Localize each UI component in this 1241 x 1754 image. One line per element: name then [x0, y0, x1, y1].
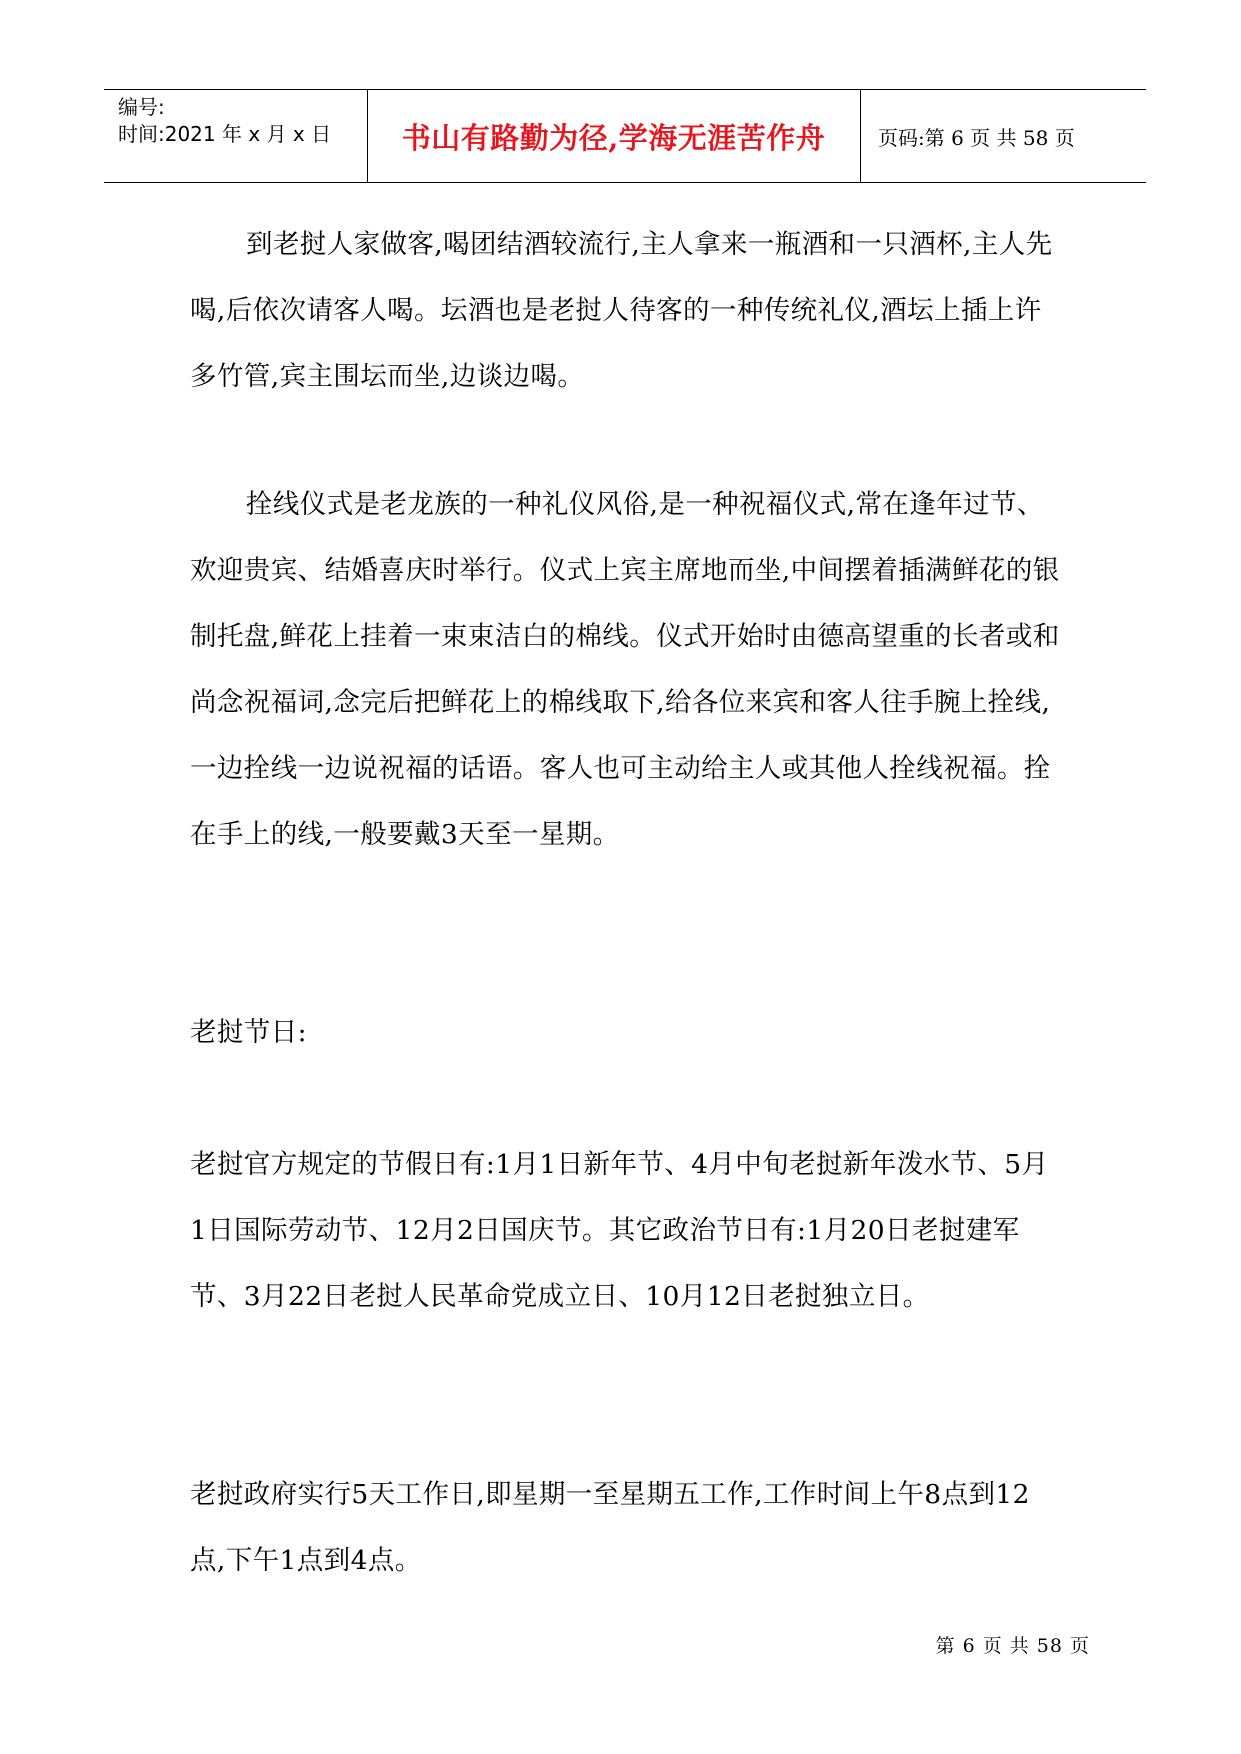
- header-page-number: 页码:第 6 页 共 58 页: [878, 125, 1075, 150]
- paragraph-text: 老挝政府实行5天工作日,即星期一至星期五工作,工作时间上午8点到12点,下午1点到4点。: [190, 1479, 1030, 1576]
- page-footer-number: 第 6 页 共 58 页: [935, 1635, 1090, 1657]
- paragraph-working-days: [190, 1462, 1060, 1594]
- paragraph-text: 老挝节日:: [190, 1017, 307, 1048]
- header-motto: 书山有路勤为径,学海无涯苦作舟: [401, 120, 826, 155]
- page-header: [104, 89, 1146, 183]
- serial-number-label: 编号:: [118, 95, 165, 119]
- paragraph-text: 拴线仪式是老龙族的一种礼仪风俗,是一种祝福仪式,常在逢年过节、欢迎贵宾、结婚喜庆时举行。仪式上宾主席地而坐,中间摆着插满鲜花的银制托盘,鲜花上挂着一束束洁白的棉线。仪式开始时由德高望重的长者或和尚念祝福词,念完后把鲜花上的棉线取下,给各位来宾和客人往手腕上拴线,一边拴线一边说祝福的话语。客人也可主动给主人或其他人拴线祝福。拴在手上的线,一般要戴3天至一星期。: [190, 489, 1060, 850]
- paragraph-text: 到老挝人家做客,喝团结酒较流行,主人拿来一瓶酒和一只酒杯,主人先喝,后依次请客人喝。坛酒也是老挝人待客的一种传统礼仪,酒坛上插上许多竹管,宾主围坛而坐,边谈边喝。: [190, 229, 1053, 392]
- paragraph-holidays: [190, 1132, 1060, 1330]
- date-label: 时间:2021 年 x 月 x 日: [118, 122, 332, 146]
- paragraph-thread-ceremony: [190, 472, 1060, 868]
- section-heading-holidays: [190, 1000, 1060, 1066]
- paragraph-text: 老挝官方规定的节假日有:1月1日新年节、4月中旬老挝新年泼水节、5月1日国际劳动节、12月2日国庆节。其它政治节日有:1月20日老挝建军节、3月22日老挝人民革命党成立日、10月12日老挝独立日。: [190, 1149, 1049, 1312]
- header-divider: [367, 90, 368, 182]
- header-divider: [860, 90, 861, 182]
- paragraph-toast-custom: [190, 212, 1060, 410]
